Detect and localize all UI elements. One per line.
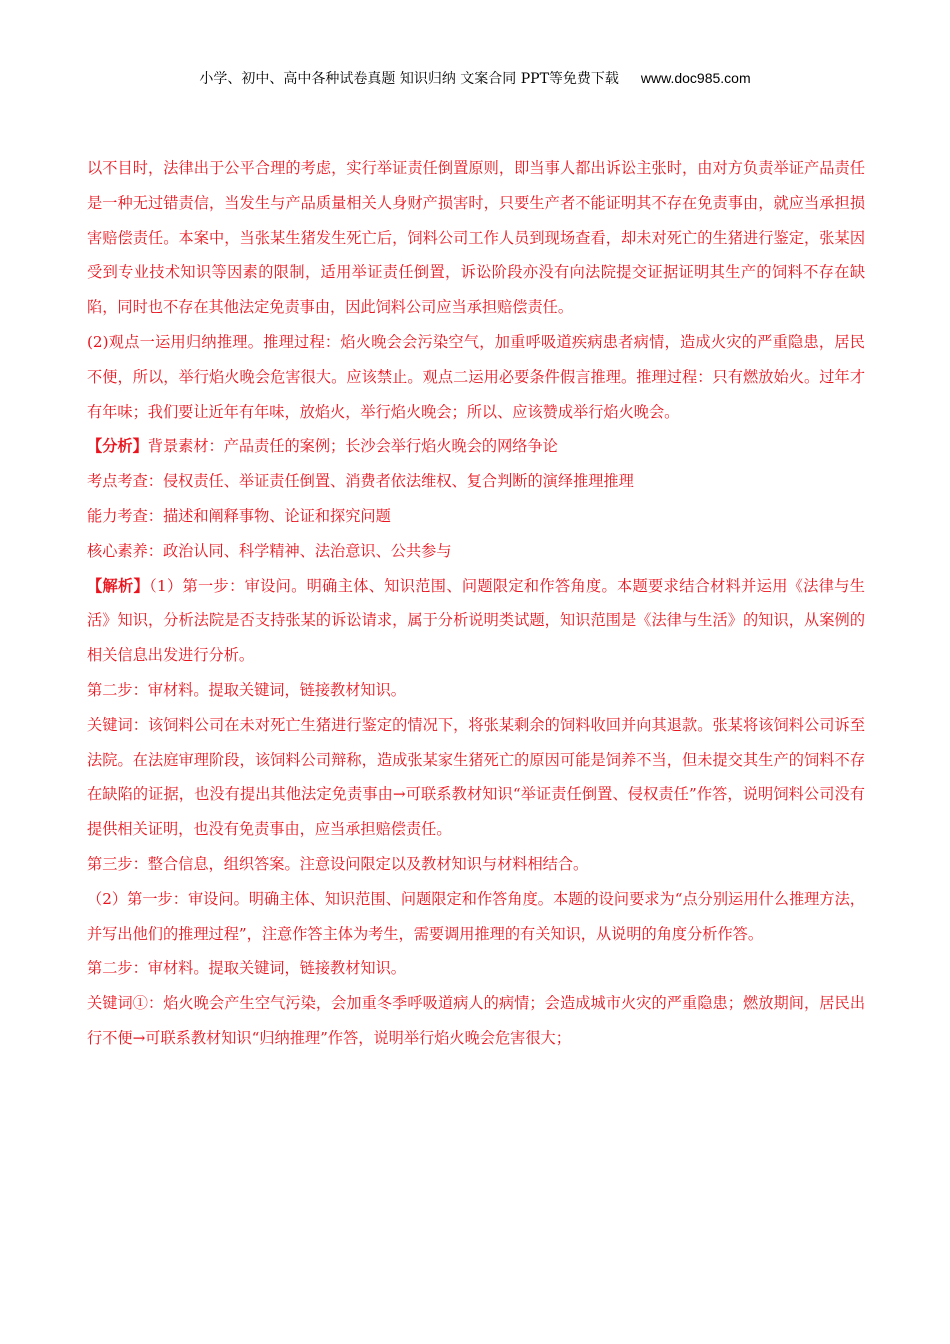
page-header [0,68,950,89]
paragraph-step-2a: 第二步：审材料。提取关键词，链接教材知识。 [87,680,406,699]
paragraph-answer-1: 以不目时，法律出于公平合理的考虑，实行举证责任倒置原则，即当事人都出诉讼主张时，由对方负责举证产品责任是一种无过错责信，当发生与产品质量相关人身财产损害时，只要生产者不能证明其不存在免责事由，就应当承担损害赔偿责任。本案中，当张某生猪发生死亡后，饲料公司工作人员到现场查看，却未对死亡的生猪进行鉴定，张某因受到专业技术知识等因素的限制，适用举证责任倒置，诉讼阶段亦没有向法院提交证据证明其生产的饲料不存在缺陷，同时也不存在其他法定免责事由，因此饲料公司应当承担赔偿责任。 [87,159,865,317]
document-body [87,151,865,1056]
explanation-text: （1）第一步：审设问。明确主体、知识范围、问题限定和作答角度。本题要求结合材料并运用《法律与生活》知识，分析法院是否支持张某的诉讼请求，属于分析说明类试题，知识范围是《法律与生活》的知识，从案例的相关信息出发进行分析。 [87,576,865,665]
header-url[interactable]: www.doc985.com [640,70,751,86]
analysis-label: 【分析】 [87,437,148,456]
header-title: 小学、初中、高中各种试卷真题 知识归纳 文案合同 PPT等免费下载 [199,71,619,87]
analysis-text: 背景素材：产品责任的案例；长沙会举行焰火晚会的网络争论 [147,437,558,456]
paragraph-answer-2: (2)观点一运用归纳推理。推理过程：焰火晚会会污染空气，加重呼吸道疾病患者病情，造成火灾的严重隐患，居民不便，所以，举行焰火晚会危害很大。应该禁止。观点二运用必要条件假言推理。推理过程：只有燃放始火。过年才有年味；我们要让近年有年味，放焰火，举行焰火晚会；所以、应该赞成举行焰火晚会。 [87,332,865,421]
paragraph-explanation [87,569,865,673]
paragraph-keywords-2: 关键词①：焰火晚会产生空气污染，会加重冬季呼吸道病人的病情；会造成城市火灾的严重隐患；燃放期间，居民出行不便→可联系教材知识“归纳推理”作答，说明举行焰火晚会危害很大； [87,994,865,1047]
paragraph-analysis [87,429,865,464]
paragraph-core-literacy: 核心素养：政治认同、科学精神、法治意识、公共参与 [87,541,452,560]
paragraph-part-2-step-1: （2）第一步：审设问。明确主体、知识范围、问题限定和作答角度。本题的设问要求为“点分别运用什么推理方法，并写出他们的推理过程”，注意作答主体为考生，需要调用推理的有关知识，从说明的角度分析作答。 [87,889,865,943]
paragraph-keywords-1: 关键词：该饲料公司在未对死亡生猪进行鉴定的情况下，将张某剩余的饲料收回并向其退款。张某将该饲料公司诉至法院。在法庭审理阶段，该饲料公司辩称，造成张某家生猪死亡的原因可能是饲养不当，但未提交其生产的饲料不存在缺陷的证据，也没有提出其他法定免责事由→可联系教材知识“举证责任倒置、侵权责任”作答，说明饲料公司没有提供相关证明，也没有免责事由，应当承担赔偿责任。 [87,715,865,839]
explanation-label: 【解析】 [87,576,150,595]
paragraph-step-2b: 第二步：审材料。提取关键词，链接教材知识。 [87,959,406,978]
paragraph-test-points: 考点考查：侵权责任、举证责任倒置、消费者依法维权、复合判断的演绎推理推理 [87,472,634,491]
paragraph-step-3: 第三步：整合信息，组织答案。注意设问限定以及教材知识与材料相结合。 [87,854,589,873]
paragraph-ability: 能力考查：描述和阐释事物、论证和探究问题 [87,506,391,525]
